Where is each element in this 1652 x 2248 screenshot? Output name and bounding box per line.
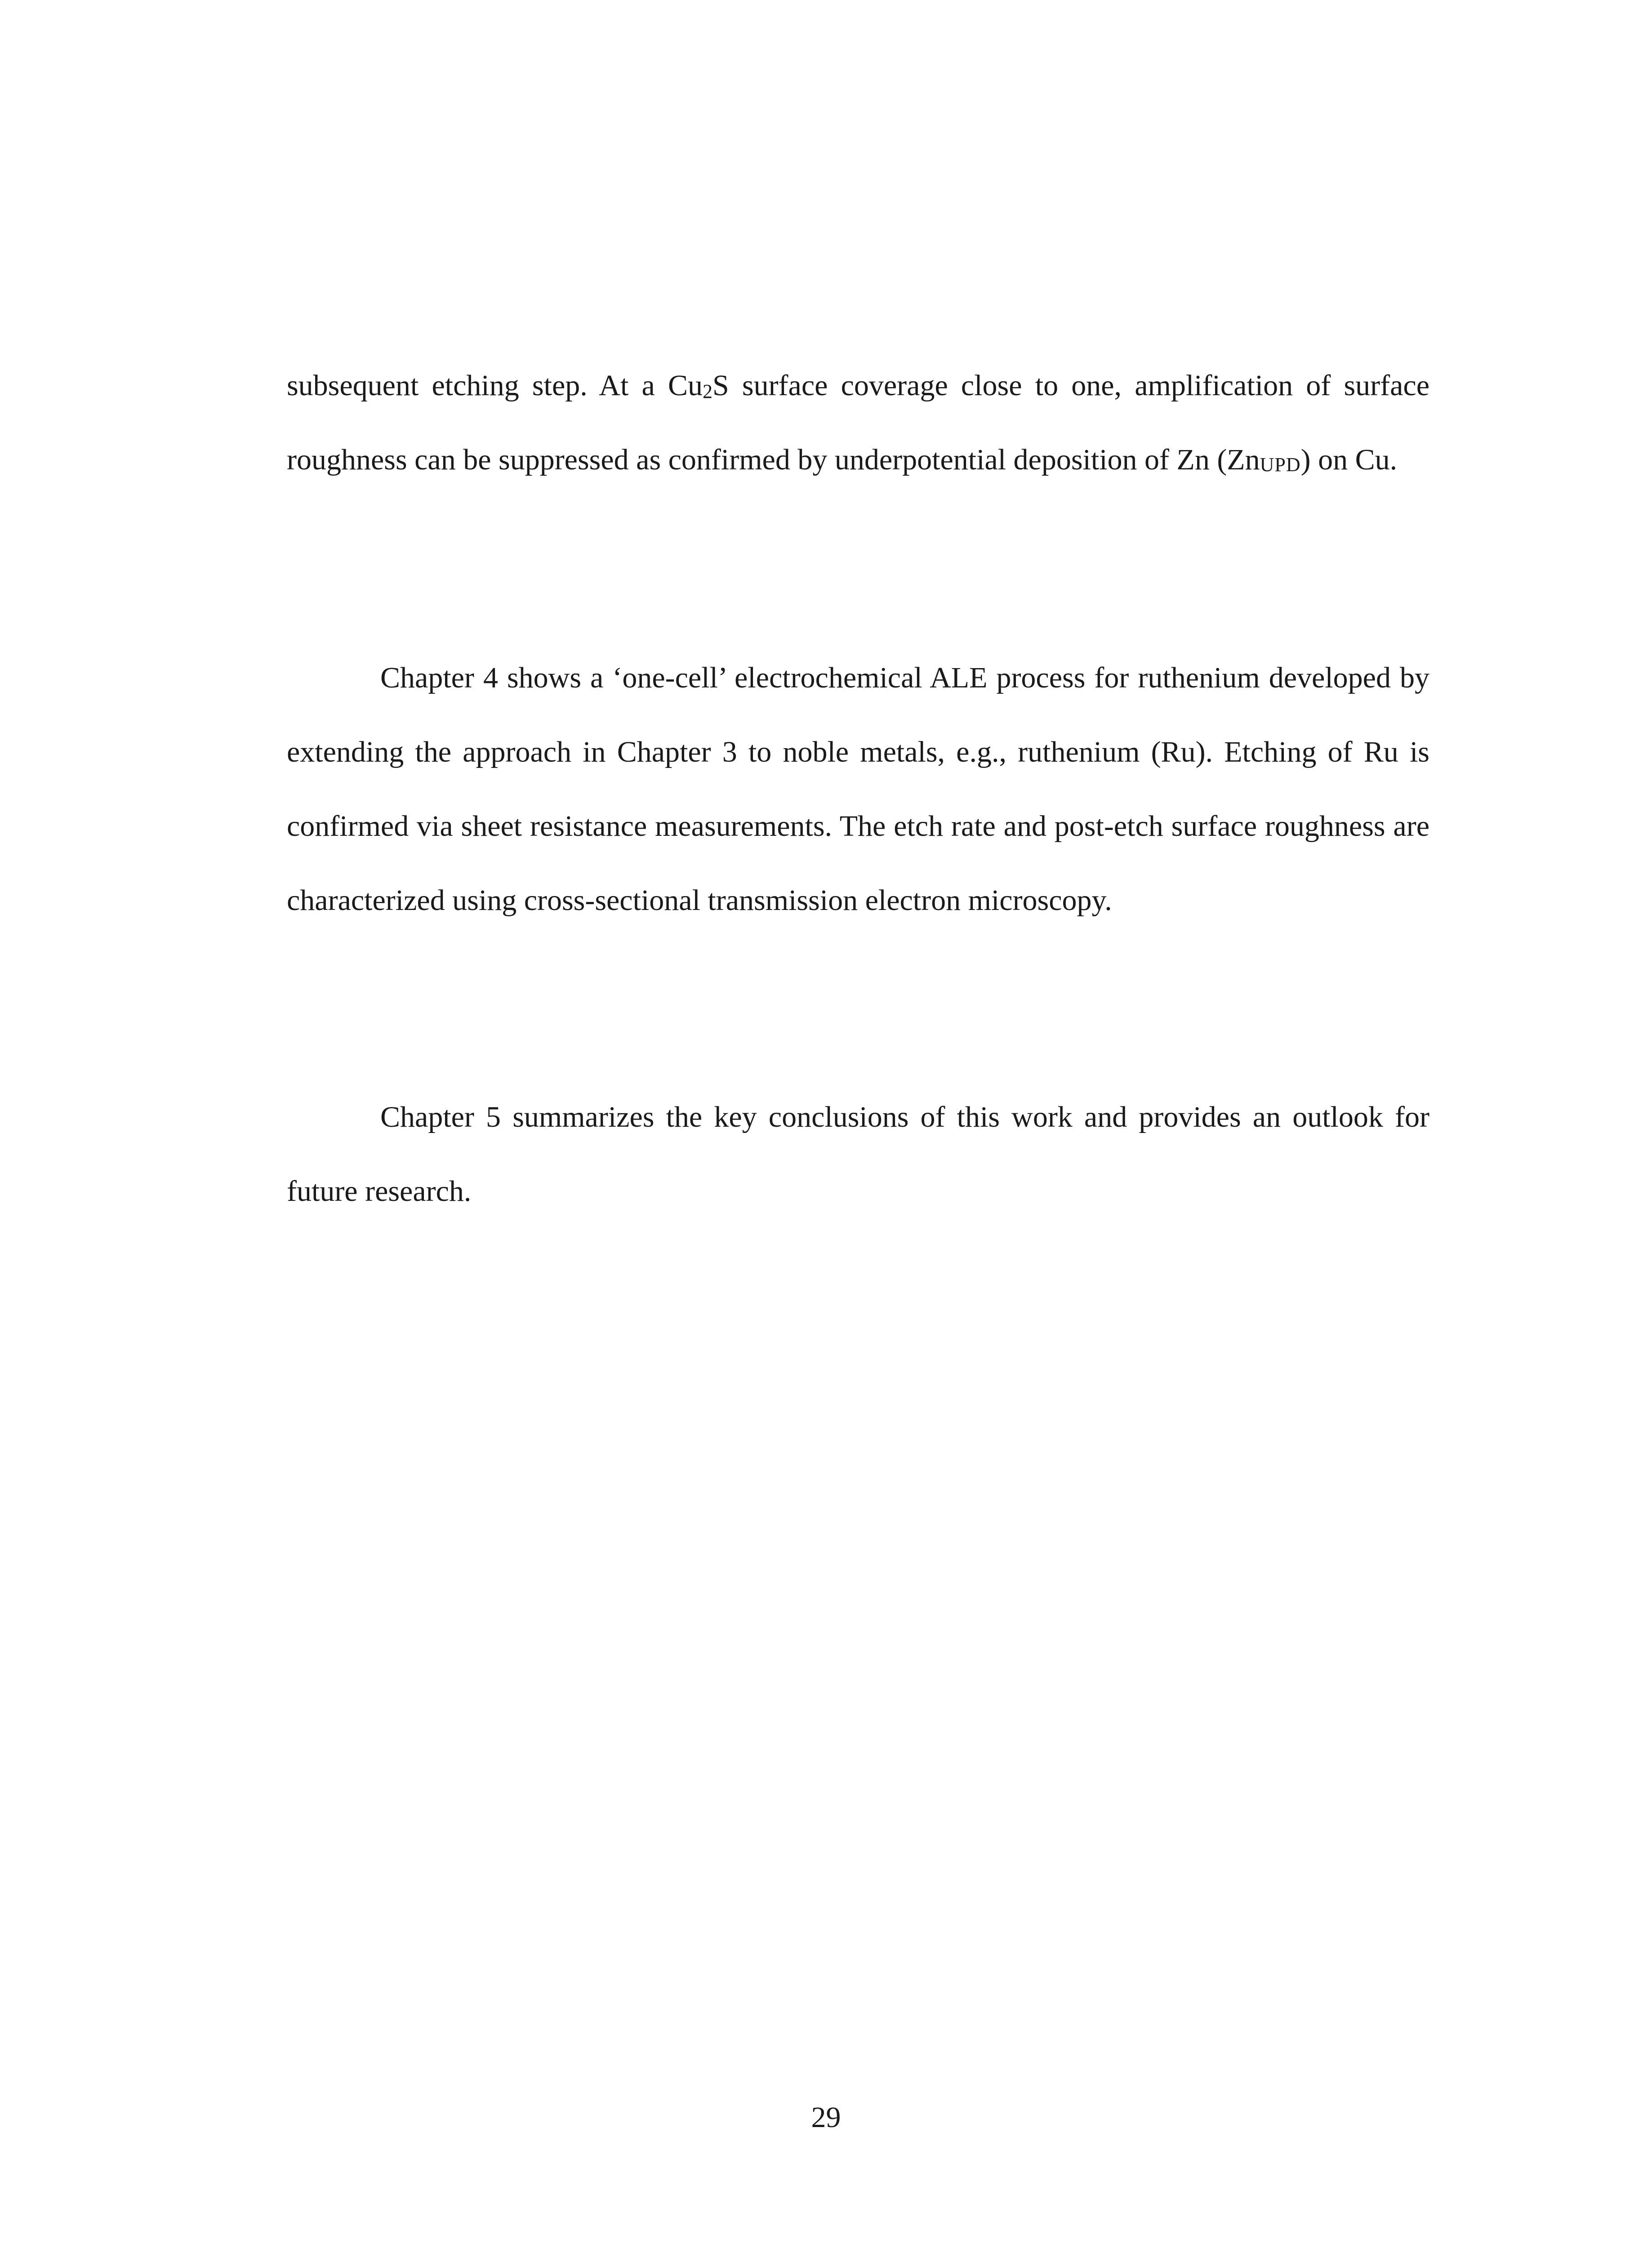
p1-subscript-2: 2 [702, 380, 712, 402]
page-number: 29 [811, 2101, 841, 2134]
paragraph-cu2s-coverage [287, 348, 1429, 497]
p1-subscript-upd: UPD [1260, 454, 1301, 476]
p1-text-end: ) on Cu. [1300, 443, 1398, 476]
p1-text-middle: S surface coverage close to one, amplification of surface roughness can be suppressed as confirmed by underpotential deposition of Zn (Zn [287, 369, 1429, 476]
paragraph-chapter-5: Chapter 5 summarizes the key conclusions of this work and provides an outlook for future research. [287, 1101, 1429, 1208]
p1-text-start: subsequent etching step. At a Cu [287, 369, 703, 402]
paragraph-chapter-4: Chapter 4 shows a ‘one-cell’ electrochemical ALE process for ruthenium developed by extending the approach in Chapter 3 to noble metals, e.g., ruthenium (Ru). Etching of Ru is confirmed via sheet resistance measurements. The etch rate and post-etch surface roughness are characterized using cross-sectional transmission electron microscopy. [287, 661, 1429, 917]
